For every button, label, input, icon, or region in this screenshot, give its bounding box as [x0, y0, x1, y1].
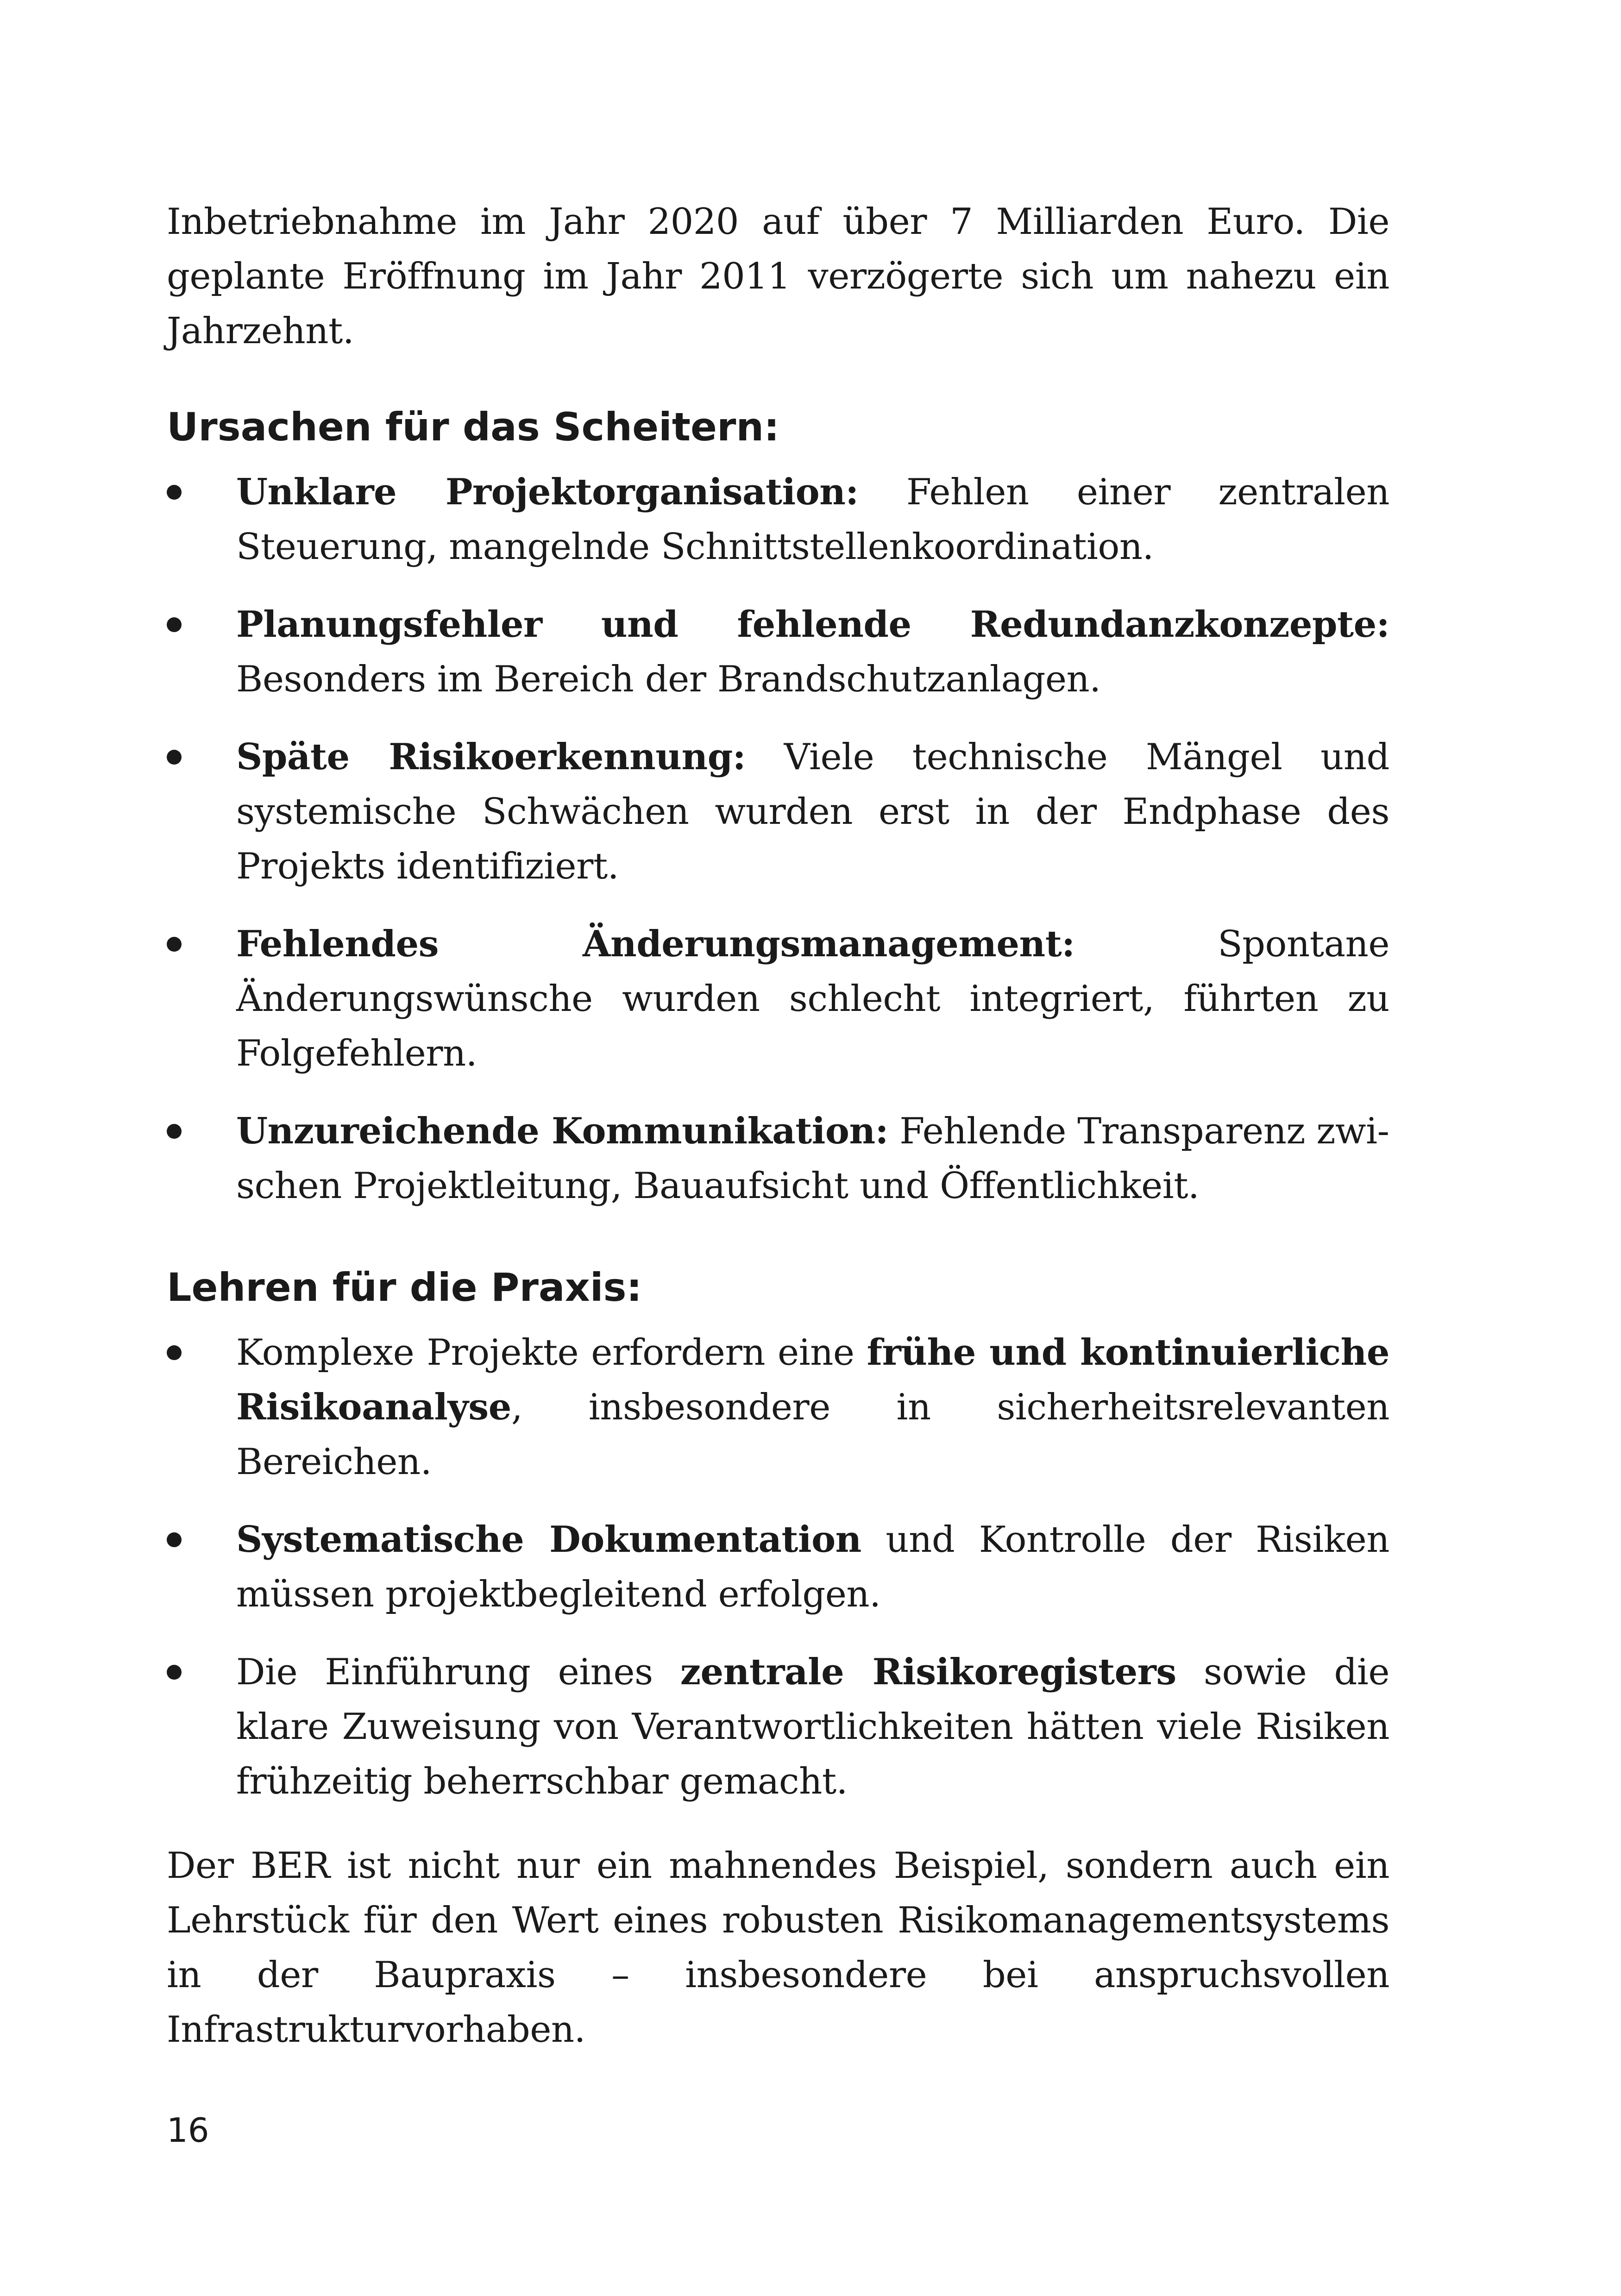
list-item [167, 730, 1389, 894]
lesson-text-post: und Kontrolle der Risiken müssen projektbegleitend erfolgen. [236, 1519, 1389, 1615]
lesson-text-post: sowie die klare Zuweisung von Verantwortlichkeiten hätten viele Risiken frühzeitig beherrschbar gemacht. [236, 1651, 1389, 1802]
cause-text: Viele technische Mängel und systemische Schwächen wurden erst in der Endphase des Projekts identifiziert. [236, 736, 1389, 887]
page-number: 16 [167, 2111, 209, 2150]
cause-term: Späte Risikoerkennung: [236, 736, 746, 778]
list-item [167, 597, 1389, 707]
lessons-list [167, 1325, 1389, 1809]
bullet-icon [167, 750, 182, 765]
cause-term: Planungsfehler und fehlende Redundanzkonzepte: [236, 603, 1389, 646]
bullet-icon [167, 937, 182, 952]
bullet-icon [167, 1345, 182, 1360]
causes-list [167, 465, 1389, 1213]
closing-paragraph: Der BER ist nicht nur ein mahnendes Beispiel, sondern auch ein Lehrstück für den Wert eines robusten Risikomanagementsystems in der Baupraxis – insbesondere bei anspruchsvollen Infrastrukturvorhaben. [167, 1845, 1389, 2051]
list-item [167, 917, 1389, 1081]
lessons-heading: Lehren für die Praxis: [167, 1265, 642, 1310]
bullet-icon [167, 1665, 182, 1680]
lesson-emphasis: frühe und kontinuierliche Risikoanalyse [236, 1331, 1390, 1428]
cause-text: Besonders im Bereich der Brandschutzanlagen. [236, 659, 1101, 700]
cause-term: Unklare Projektorganisation: [236, 471, 859, 513]
list-item [167, 1645, 1389, 1809]
lesson-emphasis: Systematische Dokumentation [236, 1518, 861, 1561]
lesson-text-pre: Komplexe Projekte erfordern eine [236, 1332, 867, 1374]
cause-text: Fehlen einer zentralen Steuerung, mangelnde Schnittstellenkoordination. [236, 471, 1389, 568]
page-body [167, 194, 1389, 2057]
bullet-icon [167, 1532, 182, 1547]
bullet-icon [167, 485, 182, 500]
intro-paragraph: Inbetriebnahme im Jahr 2020 auf über 7 Milliarden Euro. Die geplante Eröffnung im Jahr 2011 verzögerte sich um nahezu ein Jahrzehnt. [167, 201, 1389, 352]
lesson-text-post: , insbesondere in sicherheitsrelevanten Bereichen. [236, 1386, 1389, 1483]
causes-heading: Ursachen für das Scheitern: [167, 404, 779, 450]
cause-term: Fehlendes Änderungsmanagement: [236, 923, 1075, 965]
list-item [167, 1104, 1389, 1213]
lesson-text-pre: Die Einführung eines [236, 1651, 680, 1693]
cause-term: Unzureichende Kommunikation: [236, 1110, 888, 1152]
bullet-icon [167, 1124, 182, 1139]
lesson-emphasis: zentrale Risikoregisters [680, 1651, 1176, 1693]
bullet-icon [167, 617, 182, 632]
cause-text: Spontane Änderungswünsche wurden schlecht integriert, führten zu Folgefehlern. [236, 923, 1389, 1074]
list-item [167, 465, 1389, 574]
list-item [167, 1512, 1389, 1622]
cause-text: Fehlende Transparenz zwischen Projektleitung, Bauaufsicht und Öffentlichkeit. [236, 1110, 1389, 1207]
list-item [167, 1325, 1389, 1489]
